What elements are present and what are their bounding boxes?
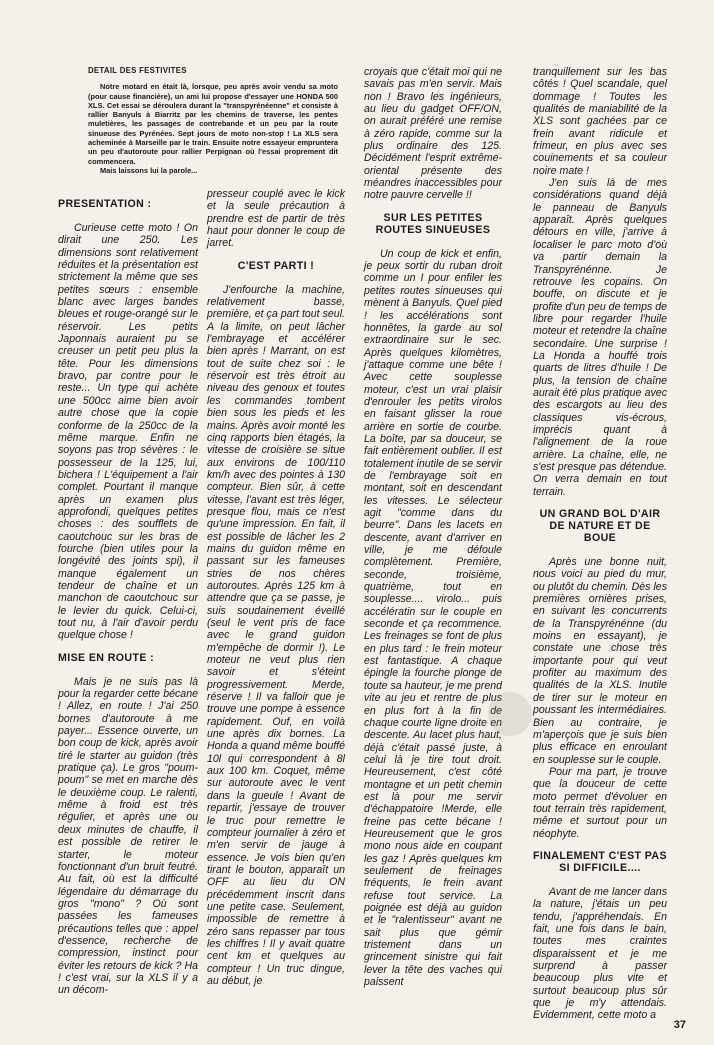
intro-paragraph: Notre motard en était là, lorsque, peu après avoir vendu sa moto (pour cause financière), un ami lui propose d'essayer une HONDA 500 XLS. Cet essai se déroulera durant la "transpyrénéenne" et consiste à rallier Banyuls à Biarritz par les chemins de traverse, les pentes muletières, les passages de contrebande et un peu par la route sinueuse des Pyrénées. Sept jours de moto non-stop ! La XLS sera acheminée à Marseille par le train. Ensuite notre essayeur empruntera un peu d'autoroute pour rallier Perpignan où l'essai proprement dit commencera. (88, 82, 338, 166)
intro-box (88, 66, 338, 175)
page-number: 37 (673, 1019, 686, 1031)
faded-watermark (488, 692, 532, 736)
heading-mise-en-route: MISE EN ROUTE : (58, 651, 155, 664)
body-paragraph: J'enfourche la machine, relativement basse, première, et ça part tout seul. A la limite, on peut lâcher l'embrayage et accélérer bien après ! Marrant, on est tout de suite chez soi : le réservoir est très étroit au niveau des genoux et toutes les commandes tombent bien sous les pieds et les mains. Après avoir monté les cinq rapports bien étagés, la vitesse de croisière se situe aux environs de 100/110 km/h avec des pointes à 130 compteur. Bien sûr, à cette vitesse, l'avant est très léger, presque flou, mais ce n'est qu'une impression. En fait, il est possible de lâcher les 2 mains du guidon même en passant sur les fameuses stries de nos chères autoroutes. Après 125 km à attendre que ça se passe, je suis soudainement éveillé (seul le vent pris de face avec le grand guidon m'empêche de dormir !). Le moteur ne veut plus rien savoir et s'éteint progressivement. Merde, réserve ! Il va falloir que je trouve une pompe à essence rapidement. Ouf, en voilà une après dix bornes. La Honda a quand même bouffé 10l qui correspondent à 8l aux 100 km. Coquet, même sur autoroute avec le vent dans la gueule ! Avant de repartir, j'essaye de trouver le truc pour remettre le compteur journalier à zéro et m'en servir de jauge à essence. Je vois bien qu'en tirant le bouton, apparaît un OFF au lieu du ON précédemment inscrit dans une petite case. Seulement, impossible de remettre à zéro sans repasser par tous les chiffres ! Il y avait quatre cent km et quelques au compteur ! Un truc dingue, au début, je (207, 283, 345, 987)
heading-c-est-parti: C'EST PARTI ! (237, 259, 315, 272)
body-paragraph: tranquillement sur les bas côtés ! Quel scandale, quel dommage ! Toutes les qualités de maniabilité de la XLS sont gachées par ce frein avant ridicule et frimeur, en plus avec ses couinements et sa couleur noire mate ! (533, 66, 667, 177)
heading-petites-routes: SUR LES PETITES ROUTES SINUEUSES (375, 211, 491, 236)
heading-presentation: PRESENTATION : (58, 198, 152, 210)
body-paragraph: Un coup de kick et enfin, je peux sortir du ruban droit comme un I pour enfiler les petites routes sinueuses qui mènent à Banyuls. Quel pied ! les accélérations sont honnêtes, la garde au sol extraordinaire sur le sec. Après quelques kilomètres, j'attaque comme une bête ! Avec cette souplesse moteur, c'est un vrai plaisir d'enrouler les petits virolos en faisant glisser la roue arrière en sortie de courbe. La boîte, par sa douceur, se fait entièrement oublier. Il est totalement inutile de se servir de l'embrayage soit en montant, soit en descendant les vitesses. Le sélecteur agit "comme dans du beurre". Dans les lacets en descente, avant d'arriver en ville, je me défoule complètement. Première, seconde, troisième, quatrième, tout en souplesse.... virolo... puis accélératin sur le couple en seconde et ça recommence. Les freinages se font de plus en plus tard : le frein moteur est fantastique. A chaque épingle la fourche plonge de toute sa hauteur, je me prend vite au jeu et rentre de plus en plus fort à la fin de chaque courte ligne droite en descente. Au lacet plus haut, déjà c'était passé juste, à celui là je tire tout droit. Heureusement, c'est côté montagne et un petit chemin est là pour me servir d'échappatoire !Merde, elle freine pas cette bécane ! Heureusement que le gros mono nous aide en coupant les gaz ! Après quelques km seulement de freinages fréquents, le frein avant refuse tout service. La poignée est déjà au guidon et le "ralentisseur" avant ne sait plus que gémir tristement dans un grincement sinistre qui fait lever la tête des vaches qui paissent (364, 247, 502, 989)
body-paragraph: croyais que c'était moi qui ne savais pas m'en servir. Mais non ! Bravo les ingénieurs, au lieu du gadget OFF/ON, on aurait préféré une remise à zéro rapide, comme sur la plus ordinaire des 125. Décidément l'esprit extrême-oriental présente des méandres inaccessibles pour notre pauvre cervelle !! (364, 66, 502, 202)
body-paragraph: presseur couplé avec le kick et la seule précaution à prendre est de partir de très haut pour donner le coup de jarret. (207, 188, 345, 250)
column-4 (533, 66, 667, 1022)
intro-paragraph: Mais laissons lui la parole... (100, 165, 198, 175)
body-paragraph: Mais je ne suis pas là pour la regarder cette bécane ! Allez, en route ! J'ai 250 bornes d'autoroute à me payer... Essence ouverte, un bon coup de kick, après avoir tiré le starter au guidon (très pratique ça). Le gros "poum-poum" se met en marche dès le deuxième coup. Le ralenti, même à froid est très régulier, et après une ou deux minutes de chauffe, il est possible de retirer le starter, le moteur fonctionnant d'un bruit feutré. Au fait, où est la difficulté légendaire du démarrage du gros "mono" ? Où sont passées les fameuses précautions telles que : appel d'essence, recherche de compression, instinct pour éviter les retours de kick ? Ha ! c'est vrai, sur la XLS il y a un décom- (58, 675, 198, 997)
column-1 (58, 188, 198, 997)
body-paragraph: Avant de me lancer dans la nature, j'étais un peu tendu, j'appréhendais. En fait, une fois dans le bain, toutes mes craintes disparaissent et je me surprend à passer beaucoup plus vite et surtout beaucoup plus sûr que je m'y attendais. Evidemment, cette moto a (533, 885, 667, 1022)
heading-finalement: FINALEMENT C'EST PAS SI DIFFICILE.... (533, 849, 667, 874)
body-paragraph: J'en suis là de mes considérations quand déjà le panneau de Banyuls apparaît. Après quelques détours en ville, j'arrive à localiser le parc moto d'où va partir demain la Transpyrénénne. Je retrouve les copains. On bouffe, on discute et je profite d'un peu de temps de libre pour regarder l'huile moteur et retendre la chaîne secondaire. Une surprise ! La Honda a houffé trois quarts de litres d'huile ! De plus, la tension de chaîne aurait été plus pratique avec des escargots au lieu des classiques vis-écrous, imprécis quant à l'alignement de la roue arrière. La chaîne, elle, ne s'est presque pas détendue. On verra demain en tout terrain. (533, 177, 667, 498)
body-paragraph: Pour ma part, je trouve que la douceur de cette moto permet d'évoluer en tout terrain très rapidement, même et surtout pour un néophyte. (533, 765, 667, 840)
column-3 (364, 66, 502, 988)
heading-grand-bol: UN GRAND BOL D'AIR DE NATURE ET DE BOUE (539, 508, 661, 545)
intro-title: DETAIL DES FESTIVITES (88, 66, 187, 75)
column-2 (207, 188, 345, 987)
body-paragraph: Après une bonne nuit, nous voici au pied du mur, ou plutôt du chemin. Dès les premières ornières prises, en suivant les concurrents de la Transpyrénénne (du moins en essayant), je constate une chose très importante pour qui veut profiter au maximum des qualités de la XLS. Inutile de tirer sur le moteur en poussant les intermédiaires. Bien au contraire, je m'aperçois que je suis bien plus efficace en enroulant en souplesse sur le couple. (533, 556, 667, 766)
body-paragraph: Curieuse cette moto ! On dirait une 250. Les dimensions sont relativement réduites et la présentation est strictement la même que ses petites sœurs : ensemble blanc avec larges bandes bleues et rouge-orangé sur le réservoir. Les petits Japonnais auraient pu se creuser un petit peu plus la tête. Pour les dimensions bravo, par contre pour le reste... Un type qui achète une 500cc aime bien avoir autre chose que la copie conforme de la 250cc de la même marque. Enfin ne soyons pas trop sévères : le possesseur de la 125, lui, bichera ! L'équipement a l'air complet. Pourtant il manque après un examen plus approfondi, quelques petites choses : des soufflets de caoutchouc sur les bras de fourche (bien utiles pour la longévité des joints spi), il manque également un tendeur de chaîne et un manchon de caoutchouc sur le levier du quick. Celui-ci, tout nu, à l'air d'avoir perdu quelque chose ! (58, 222, 198, 642)
